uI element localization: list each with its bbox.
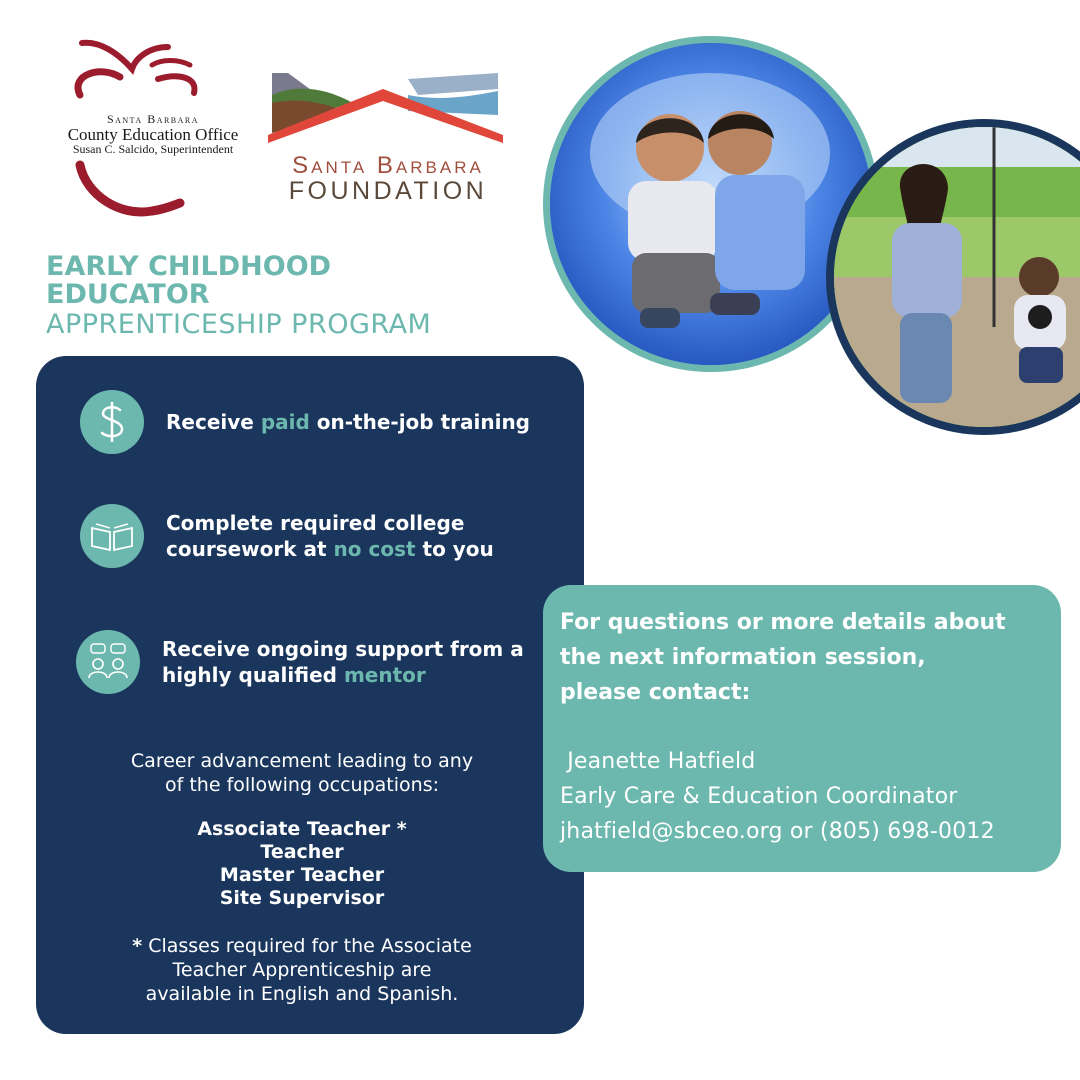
title-line2: EDUCATOR: [46, 279, 210, 310]
career-intro: [36, 749, 568, 797]
contact-question: [560, 605, 1055, 710]
contact-info[interactable]: jhatfield@sbceo.org or (805) 698-0012: [560, 819, 995, 844]
contact-question-line2: the next information session,: [560, 645, 926, 670]
career-intro-line2: of the following occupations:: [165, 774, 439, 796]
contact-name: Jeanette Hatfield: [560, 749, 756, 774]
benefit-text: Receive paid on-the-job training: [166, 410, 531, 434]
benefit-mentor: [76, 630, 542, 694]
benefits-panel: [36, 356, 584, 1034]
contact-card: [543, 585, 1061, 872]
title-line3: APPRENTICESHIP PROGRAM: [46, 309, 432, 340]
contact-question-line3: please contact:: [560, 680, 751, 705]
benefit-paid-training: [80, 390, 530, 454]
note-line1: Classes required for the Associate: [142, 935, 472, 957]
note-line2: Teacher Apprenticeship are: [172, 959, 432, 981]
title-line1: EARLY CHILDHOOD: [46, 251, 332, 282]
dollar-icon: [80, 390, 144, 454]
sbceo-wordmark: [48, 113, 258, 156]
mentor-icon: [76, 630, 140, 694]
benefit-text: Receive ongoing support from a highly qualified mentor: [162, 637, 524, 687]
note-star: *: [132, 935, 143, 957]
sbf-line1: Santa Barbara: [292, 152, 484, 179]
occupation-item: Associate Teacher *: [197, 818, 407, 840]
contact-question-line1: For questions or more details about: [560, 610, 1006, 635]
sbceo-line3: Susan C. Salcido, Superintendent: [72, 142, 234, 157]
language-note: [36, 934, 568, 1006]
occupation-item: Master Teacher: [219, 864, 385, 886]
career-intro-line1: Career advancement leading to any: [130, 750, 474, 772]
contact-details: [560, 744, 1055, 849]
occupation-item: Teacher: [260, 841, 344, 863]
occupation-item: Site Supervisor: [219, 887, 385, 909]
program-title: [46, 253, 431, 339]
sbceo-logo: [40, 35, 250, 220]
photo-boys-slide: [543, 36, 879, 372]
sbceo-line1: Santa Barbara: [106, 112, 200, 126]
benefit-text: Complete required college coursework at no cost to you: [166, 511, 494, 561]
sbf-logo: [258, 55, 513, 215]
benefit-no-cost-coursework: [80, 504, 546, 568]
sbf-line2: FOUNDATION: [288, 177, 488, 205]
note-line3: available in English and Spanish.: [145, 983, 459, 1005]
book-icon: [80, 504, 144, 568]
contact-role: Early Care & Education Coordinator: [560, 784, 958, 809]
occupation-list: [36, 818, 568, 910]
landscape-logo-icon: [258, 55, 513, 155]
sbceo-line2: County Education Office: [67, 124, 239, 144]
